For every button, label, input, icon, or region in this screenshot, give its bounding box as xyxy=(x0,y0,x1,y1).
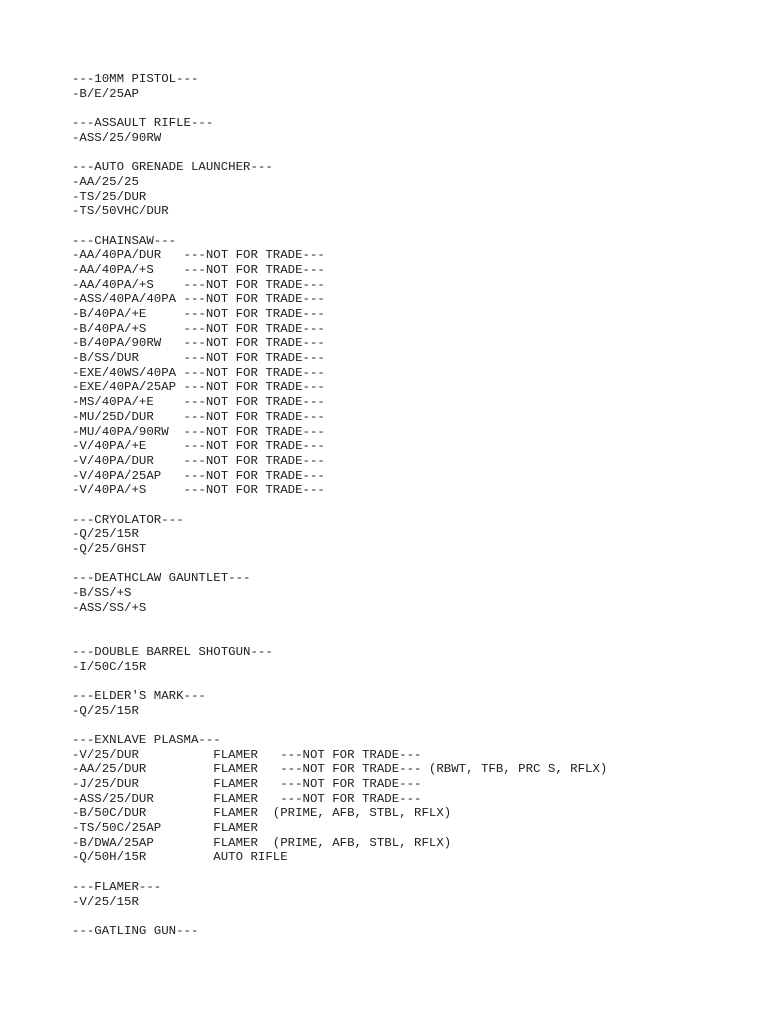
weapon-entry-not-for-trade: -EXE/40PA/25AP ---NOT FOR TRADE--- xyxy=(72,380,325,395)
weapon-heading: ---CRYOLATOR--- xyxy=(72,512,184,527)
weapon-entry: -ASS/SS/+S xyxy=(72,600,147,615)
weapon-entry: -B/E/25AP xyxy=(72,86,139,101)
blank-line xyxy=(72,718,752,733)
weapon-heading: ---EXNLAVE PLASMA--- xyxy=(72,732,221,747)
document-text xyxy=(72,72,752,939)
blank-line xyxy=(72,557,752,572)
weapon-heading: ---FLAMER--- xyxy=(72,879,162,894)
weapon-entry: -B/DWA/25AP FLAMER (PRIME, AFB, STBL, RFLX) xyxy=(72,835,452,850)
weapon-entry: -ASS/25/90RW xyxy=(72,130,162,145)
weapon-entry: -Q/25/15R xyxy=(72,527,139,542)
blank-line xyxy=(72,674,752,689)
weapon-entry-not-for-trade: -V/40PA/+S ---NOT FOR TRADE--- xyxy=(72,483,325,498)
blank-line xyxy=(72,498,752,513)
weapon-entry: -TS/50C/25AP FLAMER xyxy=(72,821,258,836)
blank-line xyxy=(72,630,752,645)
weapon-entry-not-for-trade: -B/40PA/+S ---NOT FOR TRADE--- xyxy=(72,321,325,336)
weapon-entry-not-for-trade: -V/40PA/DUR ---NOT FOR TRADE--- xyxy=(72,453,325,468)
blank-line xyxy=(72,909,752,924)
weapon-entry-not-for-trade: -B/SS/DUR ---NOT FOR TRADE--- xyxy=(72,351,325,366)
weapon-heading: ---ELDER'S MARK--- xyxy=(72,688,206,703)
weapon-entry-not-for-trade: -MU/25D/DUR ---NOT FOR TRADE--- xyxy=(72,409,325,424)
weapon-entry: -I/50C/15R xyxy=(72,659,147,674)
blank-line xyxy=(72,145,752,160)
weapon-entry-not-for-trade: -V/40PA/+E ---NOT FOR TRADE--- xyxy=(72,439,325,454)
weapon-entry-not-for-trade: -V/25/DUR FLAMER ---NOT FOR TRADE--- xyxy=(72,747,422,762)
blank-line xyxy=(72,615,752,630)
weapon-entry-not-for-trade: -AA/25/DUR FLAMER ---NOT FOR TRADE--- (RBWT, TFB, PRC S, RFLX) xyxy=(72,762,608,777)
weapon-entry-not-for-trade: -V/40PA/25AP ---NOT FOR TRADE--- xyxy=(72,468,325,483)
weapon-entry-not-for-trade: -MS/40PA/+E ---NOT FOR TRADE--- xyxy=(72,395,325,410)
weapon-entry-not-for-trade: -AA/40PA/+S ---NOT FOR TRADE--- xyxy=(72,277,325,292)
weapon-heading: ---AUTO GRENADE LAUNCHER--- xyxy=(72,160,273,175)
weapon-heading: ---DEATHCLAW GAUNTLET--- xyxy=(72,571,251,586)
weapon-heading: ---ASSAULT RIFLE--- xyxy=(72,116,214,131)
weapon-entry: -B/SS/+S xyxy=(72,586,132,601)
weapon-heading: ---DOUBLE BARREL SHOTGUN--- xyxy=(72,644,273,659)
weapon-entry-not-for-trade: -AA/40PA/DUR ---NOT FOR TRADE--- xyxy=(72,248,325,263)
weapon-heading: ---CHAINSAW--- xyxy=(72,233,177,248)
weapon-entry: -TS/50VHC/DUR xyxy=(72,204,169,219)
weapon-entry-not-for-trade: -J/25/DUR FLAMER ---NOT FOR TRADE--- xyxy=(72,777,422,791)
weapon-entry: -AA/25/25 xyxy=(72,174,139,189)
weapon-entry-not-for-trade: -AA/40PA/+S ---NOT FOR TRADE--- xyxy=(72,262,325,277)
blank-line xyxy=(72,101,752,116)
weapon-heading: ---GATLING GUN--- xyxy=(72,923,199,938)
weapon-entry: -Q/25/GHST xyxy=(72,542,147,556)
weapon-entry: -Q/25/15R xyxy=(72,703,139,718)
weapon-entry-not-for-trade: -ASS/40PA/40PA ---NOT FOR TRADE--- xyxy=(72,292,325,307)
weapon-entry-not-for-trade: -B/40PA/+E ---NOT FOR TRADE--- xyxy=(72,307,325,321)
weapon-entry-not-for-trade: -B/40PA/90RW ---NOT FOR TRADE--- xyxy=(72,336,325,351)
weapon-entry: -TS/25/DUR xyxy=(72,189,147,204)
weapon-entry: -Q/50H/15R AUTO RIFLE xyxy=(72,850,288,865)
weapon-entry: -B/50C/DUR FLAMER (PRIME, AFB, STBL, RFLX) xyxy=(72,806,452,821)
weapon-heading: ---10MM PISTOL--- xyxy=(72,72,199,86)
blank-line xyxy=(72,865,752,880)
weapon-entry-not-for-trade: -MU/40PA/90RW ---NOT FOR TRADE--- xyxy=(72,424,325,439)
weapon-entry-not-for-trade: -ASS/25/DUR FLAMER ---NOT FOR TRADE--- xyxy=(72,791,422,806)
blank-line xyxy=(72,219,752,234)
weapon-entry-not-for-trade: -EXE/40WS/40PA ---NOT FOR TRADE--- xyxy=(72,365,325,380)
weapon-entry: -V/25/15R xyxy=(72,894,139,909)
